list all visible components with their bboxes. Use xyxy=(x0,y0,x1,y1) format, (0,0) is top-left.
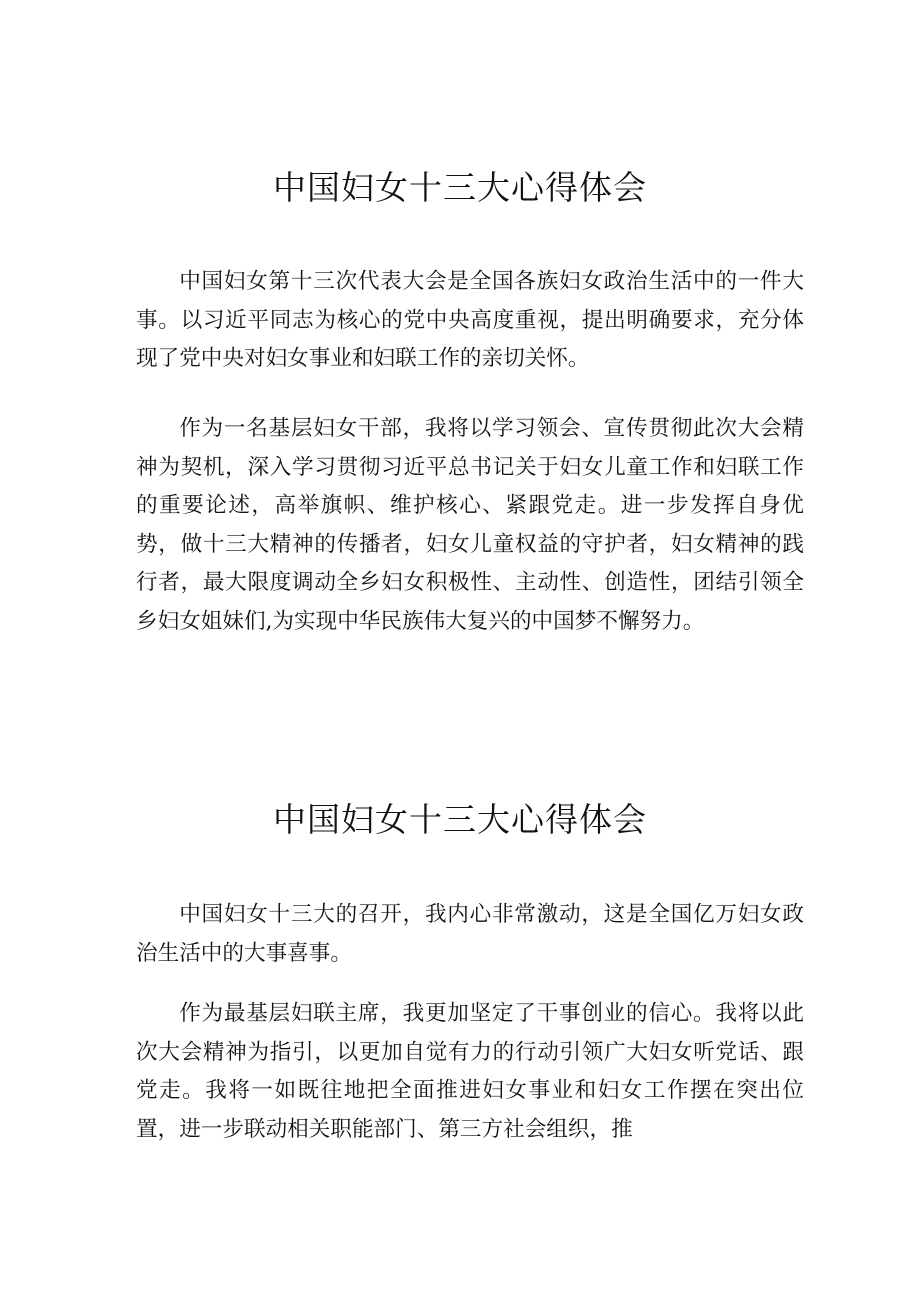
section-1-paragraph-1: 中国妇女第十三次代表大会是全国各族妇女政治生活中的一件大事。以习近平同志为核心的党中央高度重视，提出明确要求，充分体现了党中央对妇女事业和妇联工作的亲切关怀。 xyxy=(136,269,804,371)
section-2-title: 中国妇女十三大心得体会 xyxy=(273,800,647,839)
section-1-title: 中国妇女十三大心得体会 xyxy=(273,168,647,207)
section-2-paragraph-1: 中国妇女十三大的召开，我内心非常激动，这是全国亿万妇女政治生活中的大事喜事。 xyxy=(136,902,804,966)
section-2-paragraph-2: 作为最基层妇联主席，我更加坚定了干事创业的信心。我将以此次大会精神为指引，以更加自觉有力的行动引领广大妇女听党话、跟党走。我将一如既往地把全面推进妇女事业和妇女工作摆在突出位置，进一步联动相关职能部门、第三方社会组织，推 xyxy=(136,1001,804,1142)
section-1-paragraph-2: 作为一名基层妇女干部，我将以学习领会、宣传贯彻此次大会精神为契机，深入学习贯彻习近平总书记关于妇女儿童工作和妇联工作的重要论述，高举旗帜、维护核心、紧跟党走。进一步发挥自身优势，做十三大精神的传播者，妇女儿童权益的守护者，妇女精神的践行者，最大限度调动全乡妇女积极性、主动性、创造性，团结引领全乡妇女姐妹们,为实现中华民族伟大复兴的中国梦不懈努力。 xyxy=(136,416,804,634)
